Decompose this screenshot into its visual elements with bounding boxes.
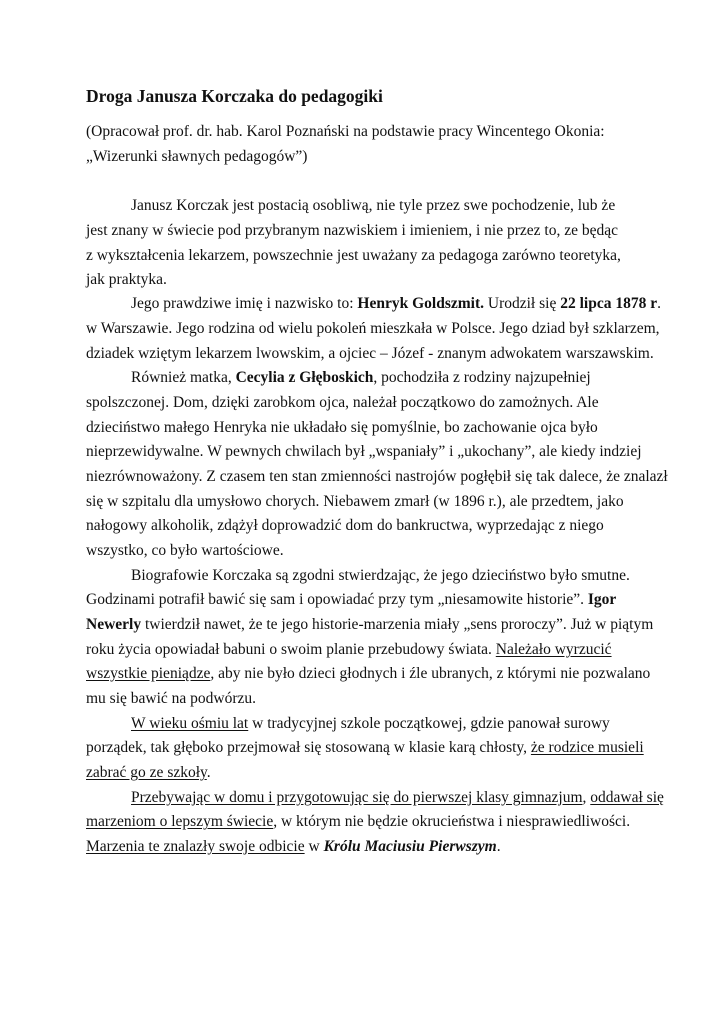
birth-date: 22 lipca 1878 r xyxy=(560,295,658,312)
paragraph-2-line-3: dziadek wziętym lekarzem lwowskim, a ojciec – Józef - znanym adwokatem warszawskim. xyxy=(86,345,654,362)
underlined-phrase: Należało wyrzucić xyxy=(495,641,612,658)
paragraph-3-line-5: niezrównoważony. Z czasem ten stan zmienności nastrojów pogłębił się tak dalece, że znalazł xyxy=(86,468,668,485)
paragraph-1-line-4: jak praktyka. xyxy=(86,271,167,288)
paragraph-6-line-3: Marzenia te znalazły swoje odbicie w Królu Maciusiu Pierwszym. xyxy=(86,838,501,855)
paragraph-4-line-4: roku życia opowiadał babuni o swoim planie przebudowy świata. Należało wyrzucić xyxy=(86,641,612,658)
paragraph-6-line-2: marzeniom o lepszym świecie, w którym nie będzie okrucieństwa i niesprawiedliwości. xyxy=(86,813,631,830)
page-title: Droga Janusza Korczaka do pedagogiki xyxy=(86,86,383,106)
paragraph-1-line-3: z wykształcenia lekarzem, powszechnie jest uważany za pedagoga zarówno teoretyka, xyxy=(86,247,621,264)
paragraph-3-line-8: wszystko, co było wartościowe. xyxy=(86,542,284,559)
paragraph-4-line-6: mu się bawić na podwórzu. xyxy=(86,690,257,707)
source-note-line-2: „Wizerunki sławnych pedagogów”) xyxy=(86,148,308,165)
underlined-phrase: wszystkie pieniądze xyxy=(86,665,211,682)
paragraph-3-line-3: dzieciństwo małego Henryka nie układało się pomyślnie, bo zachowanie ojca było xyxy=(86,419,598,436)
underlined-phrase: zabrać go ze szkoły xyxy=(86,764,207,781)
paragraph-5-line-2: porządek, tak głęboko przejmował się stosowaną w klasie karą chłosty, że rodzice musieli xyxy=(86,739,644,756)
paragraph-1-line-2: jest znany w świecie pod przybranym nazwiskiem i imieniem, i nie przez to, ze będąc xyxy=(86,222,618,239)
paragraph-3-line-7: nałogowy alkoholik, zdążył doprowadzić dom do bankructwa, wyprzedając z niego xyxy=(86,517,604,534)
paragraph-3-line-1: Również matka, Cecylia z Głęboskich, pochodziła z rodziny najzupełniej xyxy=(131,369,591,386)
source-note-line-1: (Opracował prof. dr. hab. Karol Poznański na podstawie pracy Wincentego Okonia: xyxy=(86,123,605,140)
paragraph-4-line-5: wszystkie pieniądze, aby nie było dzieci głodnych i źle ubranych, z którymi nie pozwalano xyxy=(86,665,651,682)
paragraph-4-line-2: Godzinami potrafił bawić się sam i opowiadać przy tym „niesamowite historie”. Igor xyxy=(86,591,617,608)
underlined-phrase: oddawał się xyxy=(590,789,664,806)
paragraph-4-line-1: Biografowie Korczaka są zgodni stwierdzając, że jego dzieciństwo było smutne. xyxy=(131,567,630,584)
book-title: Królu Maciusiu Pierwszym xyxy=(323,838,497,855)
birth-name: Henryk Goldszmit. xyxy=(357,295,485,312)
underlined-phrase: Marzenia te znalazły swoje odbicie xyxy=(86,838,305,855)
paragraph-2-line-1: Jego prawdziwe imię i nazwisko to: Henryk Goldszmit. Urodził się 22 lipca 1878 r. xyxy=(131,295,661,312)
underlined-phrase: marzeniom o lepszym świecie xyxy=(86,813,274,830)
paragraph-3-line-2: spolszczonej. Dom, dzięki zarobkom ojca, należał początkowo do zamożnych. Ale xyxy=(86,394,599,411)
paragraph-3-line-4: nieprzewidywalne. W pewnych chwilach był „wspaniały” i „ukochany”, ale kiedy indziej xyxy=(86,443,642,460)
underlined-phrase: W wieku ośmiu lat xyxy=(131,715,249,732)
mother-name: Cecylia z Głęboskich xyxy=(235,369,374,386)
paragraph-4-line-3: Newerly twierdził nawet, że te jego historie-marzenia miały „sens proroczy”. Już w piątym xyxy=(86,616,654,633)
paragraph-5-line-1: W wieku ośmiu lat w tradycyjnej szkole początkowej, gdzie panował surowy xyxy=(131,715,610,732)
paragraph-1-line-1: Janusz Korczak jest postacią osobliwą, nie tyle przez swe pochodzenie, lub że xyxy=(131,197,616,214)
underlined-phrase: Przebywając w domu i przygotowując się do pierwszej klasy gimnazjum xyxy=(131,789,583,806)
underlined-phrase: że rodzice musieli xyxy=(530,739,644,756)
paragraph-6-line-1: Przebywając w domu i przygotowując się do pierwszej klasy gimnazjum, oddawał się xyxy=(131,789,664,806)
person-name-first: Igor xyxy=(587,591,617,608)
person-name-last: Newerly xyxy=(86,616,142,633)
paragraph-5-line-3: zabrać go ze szkoły. xyxy=(86,764,211,781)
paragraph-2-line-2: w Warszawie. Jego rodzina od wielu pokoleń mieszkała w Polsce. Jego dziad był szklarzem, xyxy=(86,320,660,337)
paragraph-3-line-6: się w szpitalu dla umysłowo chorych. Niebawem zmarł (w 1896 r.), ale przedtem, jako xyxy=(86,493,624,510)
